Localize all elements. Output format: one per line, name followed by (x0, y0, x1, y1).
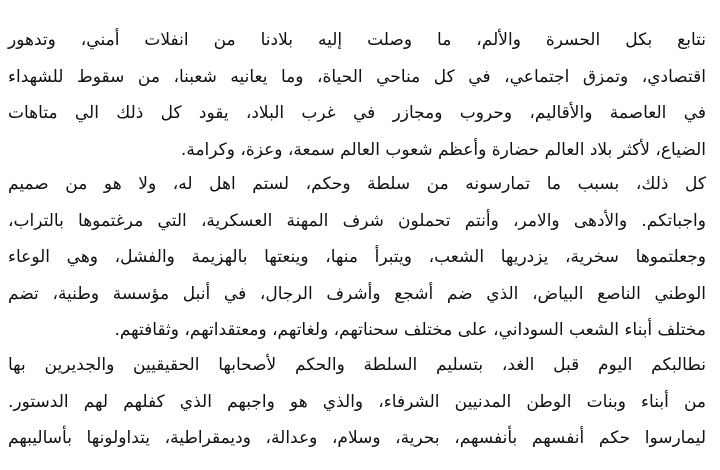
text-line: كل ذلك، بسبب ما تمارسونه من سلطة وحكم، لستم اهل له، ولا هو من صميم (8, 174, 706, 194)
paragraph-1 (0, 22, 720, 168)
text-line: نطالبكم اليوم قبل الغد، بتسليم السلطة والحكم لأصحابها الحقيقيين والجديرين بها (8, 355, 706, 375)
text-line: في العاصمة والأقاليم، وحروب ومجازر في غرب البلاد، يقود كل ذلك الي متاهات (8, 103, 706, 123)
text-line: اقتصادي، وتمزق اجتماعي، في كل مناحي الحياة، وما يعانيه شعبنا، من سقوط للشهداء (8, 66, 706, 87)
text-line: واجباتكم. والأدهى والامر، وأنتم تحملون شرف المهنة العسكرية، التي مرغتموها بالتراب، (8, 210, 706, 231)
text-line: ليمارسوا حكم أنفسهم بأنفسهم، بحرية، وسلام، وعدالة، وديمقراطية، يتداولونها بأساليبهم (8, 428, 706, 448)
text-line: الوطني الناصع البياض، الذي ضم أشجع وأشرف الرجال، في أنبل مؤسسة وطنية، تضم (8, 283, 706, 304)
paragraph-2 (0, 166, 720, 349)
text-line: الضياع، لأكثر بلاد العالم حضارة وأعظم شعوب العالم سمعة، وعزة، وكرامة. (180, 139, 706, 160)
text-line: مختلف أبناء الشعب السوداني، على مختلف سحناتهم، ولغاتهم، ومعتقداتهم، وثقافتهم. (114, 320, 706, 340)
text-line: نتابع بكل الحسرة والألم، ما وصلت إليه بلادنا من انفلات أمني، وتدهور (8, 30, 706, 50)
paragraph-3 (0, 347, 720, 457)
text-line: وجعلتموها سخرية، يزدريها الشعب، ويتبرأ منها، وينعتها بالهزيمة والفشل، وهي الوعاء (8, 247, 706, 267)
text-line: من أبناء وبنات الوطن المدنيين الشرفاء، والذي هو واجبهم الذي كفلهم لهم الدستور. (8, 391, 706, 412)
